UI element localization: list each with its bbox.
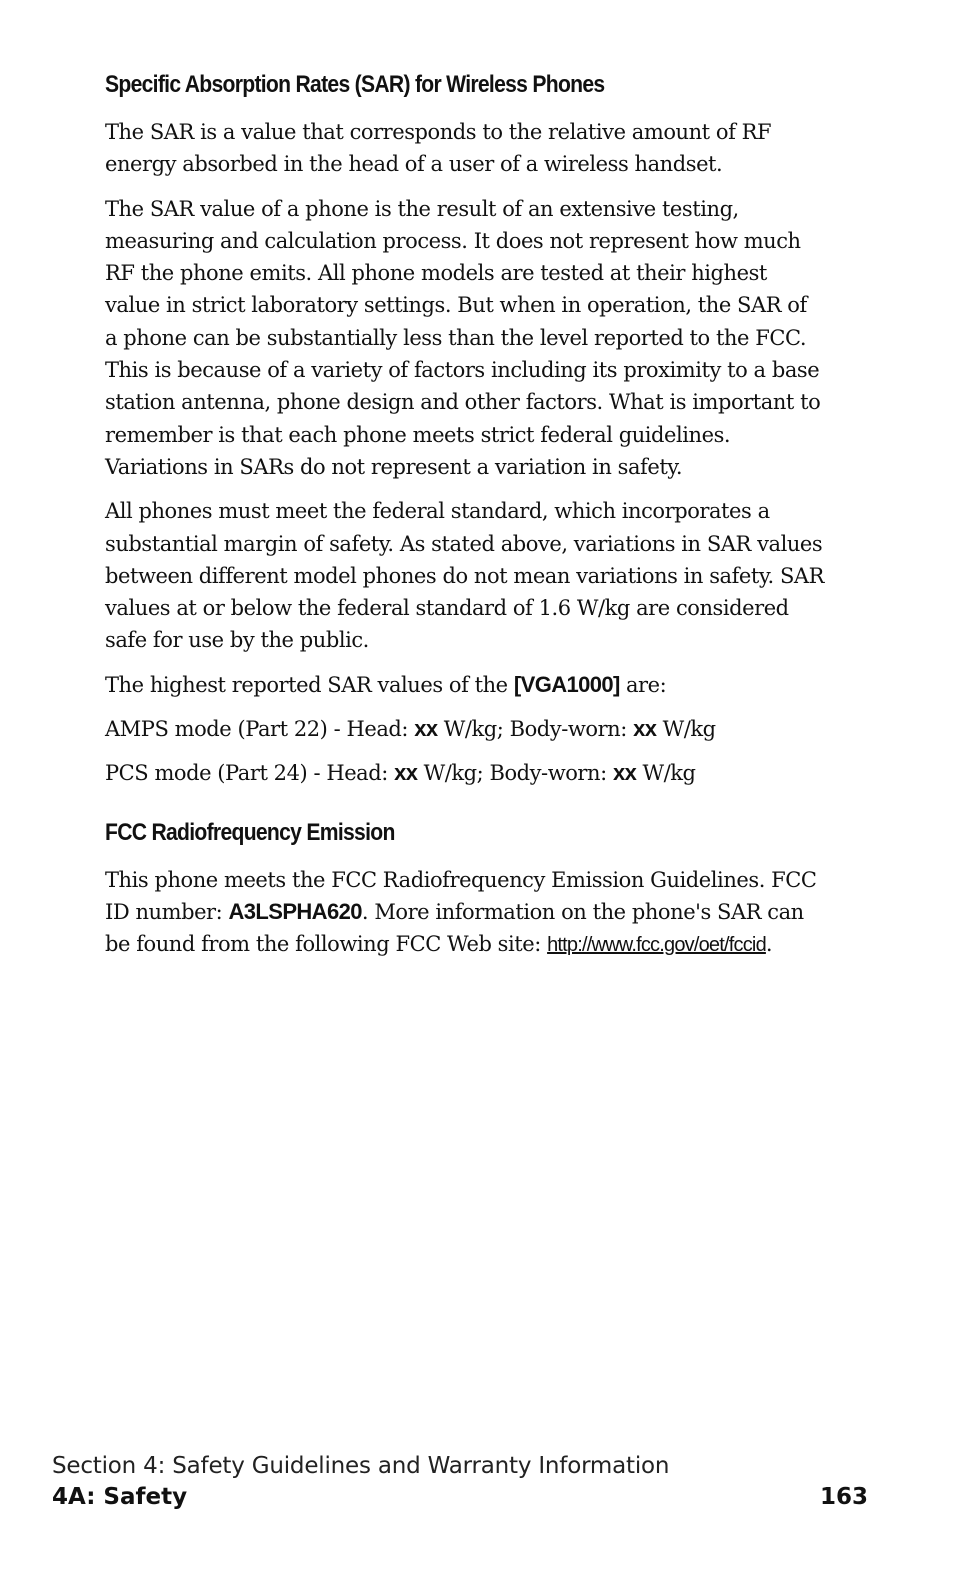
highest-suffix: are:	[619, 672, 667, 697]
footer-chapter-title: 4A: Safety	[52, 1484, 188, 1510]
sar-paragraph-standard: All phones must meet the federal standard, which incorporates a substantial margin of safety. As stated above, variations in SAR values between different model phones do not mean variations in safety. SAR values at or below the federal standard of 1.6 W/kg are considered safe for use by the public.	[105, 499, 824, 653]
pcs-mid: W/kg; Body-worn:	[417, 761, 613, 786]
page-number: 163	[819, 1484, 868, 1510]
fcc-heading: FCC Radiofrequency Emission	[105, 818, 395, 846]
amps-unit: W/kg	[656, 717, 716, 742]
pcs-head-value: xx	[394, 760, 418, 786]
fcc-text-mid: . More information on the phone's SAR can be found from the following FCC Web site:	[105, 899, 804, 957]
model-name: [VGA1000]	[513, 671, 620, 697]
sar-paragraph-testing: The SAR value of a phone is the result of an extensive testing, measuring and calculation process. It does not represent how much RF the phone emits. All phone models are tested at their highest value in strict laboratory settings. But when in operation, the SAR of a phone can be substantially less than the level reported to the FCC. This is because of a variety of factors including its proximity to a base station antenna, phone design and other factors. What is important to remember is that each phone meets strict federal guidelines. Variations in SARs do not represent a variation in safety.	[105, 196, 821, 479]
pcs-mode-values	[105, 757, 825, 789]
pcs-unit: W/kg	[636, 761, 696, 786]
highest-prefix: The highest reported SAR values of the	[105, 672, 514, 697]
sar-heading: Specific Absorption Rates (SAR) for Wireless Phones	[105, 71, 605, 98]
amps-mid: W/kg; Body-worn:	[437, 717, 634, 742]
fcc-id: A3LSPHA620	[228, 898, 362, 924]
fcc-text-suffix: .	[765, 932, 773, 957]
footer-section-title: Section 4: Safety Guidelines and Warranty Information	[52, 1453, 670, 1479]
pcs-body-value: xx	[612, 760, 637, 786]
amps-mode-values	[105, 713, 825, 745]
amps-head-value: xx	[414, 716, 438, 742]
fcc-paragraph	[105, 864, 825, 962]
pcs-label: PCS mode (Part 24) - Head:	[105, 761, 395, 786]
sar-paragraph-definition: The SAR is a value that corresponds to the relative amount of RF energy absorbed in the head of a user of a wireless handset.	[105, 120, 772, 177]
sar-highest-values	[105, 669, 825, 701]
fcc-website-link[interactable]: http://www.fcc.gov/oet/fccid	[547, 934, 766, 957]
amps-body-value: xx	[633, 716, 657, 742]
fcc-text-prefix: This phone meets the FCC Radiofrequency Emission Guidelines. FCC ID number:	[105, 867, 817, 924]
amps-label: AMPS mode (Part 22) - Head:	[105, 717, 415, 742]
page-content	[105, 68, 825, 974]
